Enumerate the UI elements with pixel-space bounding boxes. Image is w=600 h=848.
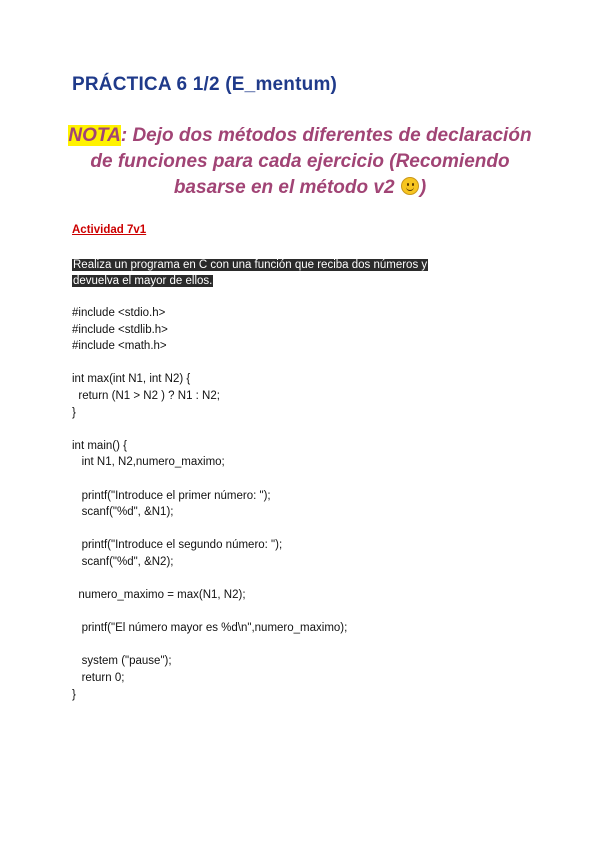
- code-line: numero_maximo = max(N1, N2);: [72, 589, 246, 602]
- exercise-description: [72, 257, 428, 289]
- slightly-smiling-face-icon: [401, 177, 419, 195]
- code-block: [72, 305, 347, 703]
- code-line: }: [72, 406, 76, 419]
- activity-heading: Actividad 7v1: [72, 224, 147, 236]
- code-line: [72, 471, 347, 488]
- code-line: [72, 355, 347, 372]
- note-label: NOTA: [68, 125, 121, 146]
- code-line: int max(int N1, int N2) {: [72, 373, 191, 386]
- note-text: : Dejo dos métodos diferentes de declaración de funciones para cada ejercicio (Recomiendo basarse en el método v2: [90, 125, 532, 198]
- code-line: int main() {: [72, 439, 127, 452]
- code-line: return (N1 > N2 ) ? N1 : N2;: [72, 389, 220, 402]
- code-line: printf("El número mayor es %d\n",numero_maximo);: [72, 622, 348, 635]
- code-line: int N1, N2,numero_maximo;: [72, 456, 225, 469]
- code-line: system ("pause");: [72, 655, 172, 668]
- page-title: PRÁCTICA 6 1/2 (E_mentum): [72, 74, 338, 95]
- code-line: #include <math.h>: [72, 340, 167, 353]
- code-line: [72, 637, 347, 654]
- description-line: devuelva el mayor de ellos.: [73, 275, 213, 287]
- note-paragraph: [60, 123, 540, 201]
- code-line: scanf("%d", &N1);: [72, 506, 174, 519]
- code-line: }: [72, 688, 76, 701]
- code-line: [72, 604, 347, 621]
- code-line: [72, 571, 347, 588]
- description-line: Realiza un programa en C con una función que reciba dos números y: [73, 259, 428, 271]
- code-line: return 0;: [72, 672, 125, 685]
- code-line: #include <stdlib.h>: [72, 323, 168, 336]
- code-line: [72, 521, 347, 538]
- code-line: printf("Introduce el segundo número: ");: [72, 539, 283, 552]
- code-line: printf("Introduce el primer número: ");: [72, 489, 271, 502]
- code-line: #include <stdio.h>: [72, 307, 166, 319]
- code-line: [72, 421, 347, 438]
- code-line: scanf("%d", &N2);: [72, 555, 174, 568]
- note-text-end: ): [419, 177, 427, 198]
